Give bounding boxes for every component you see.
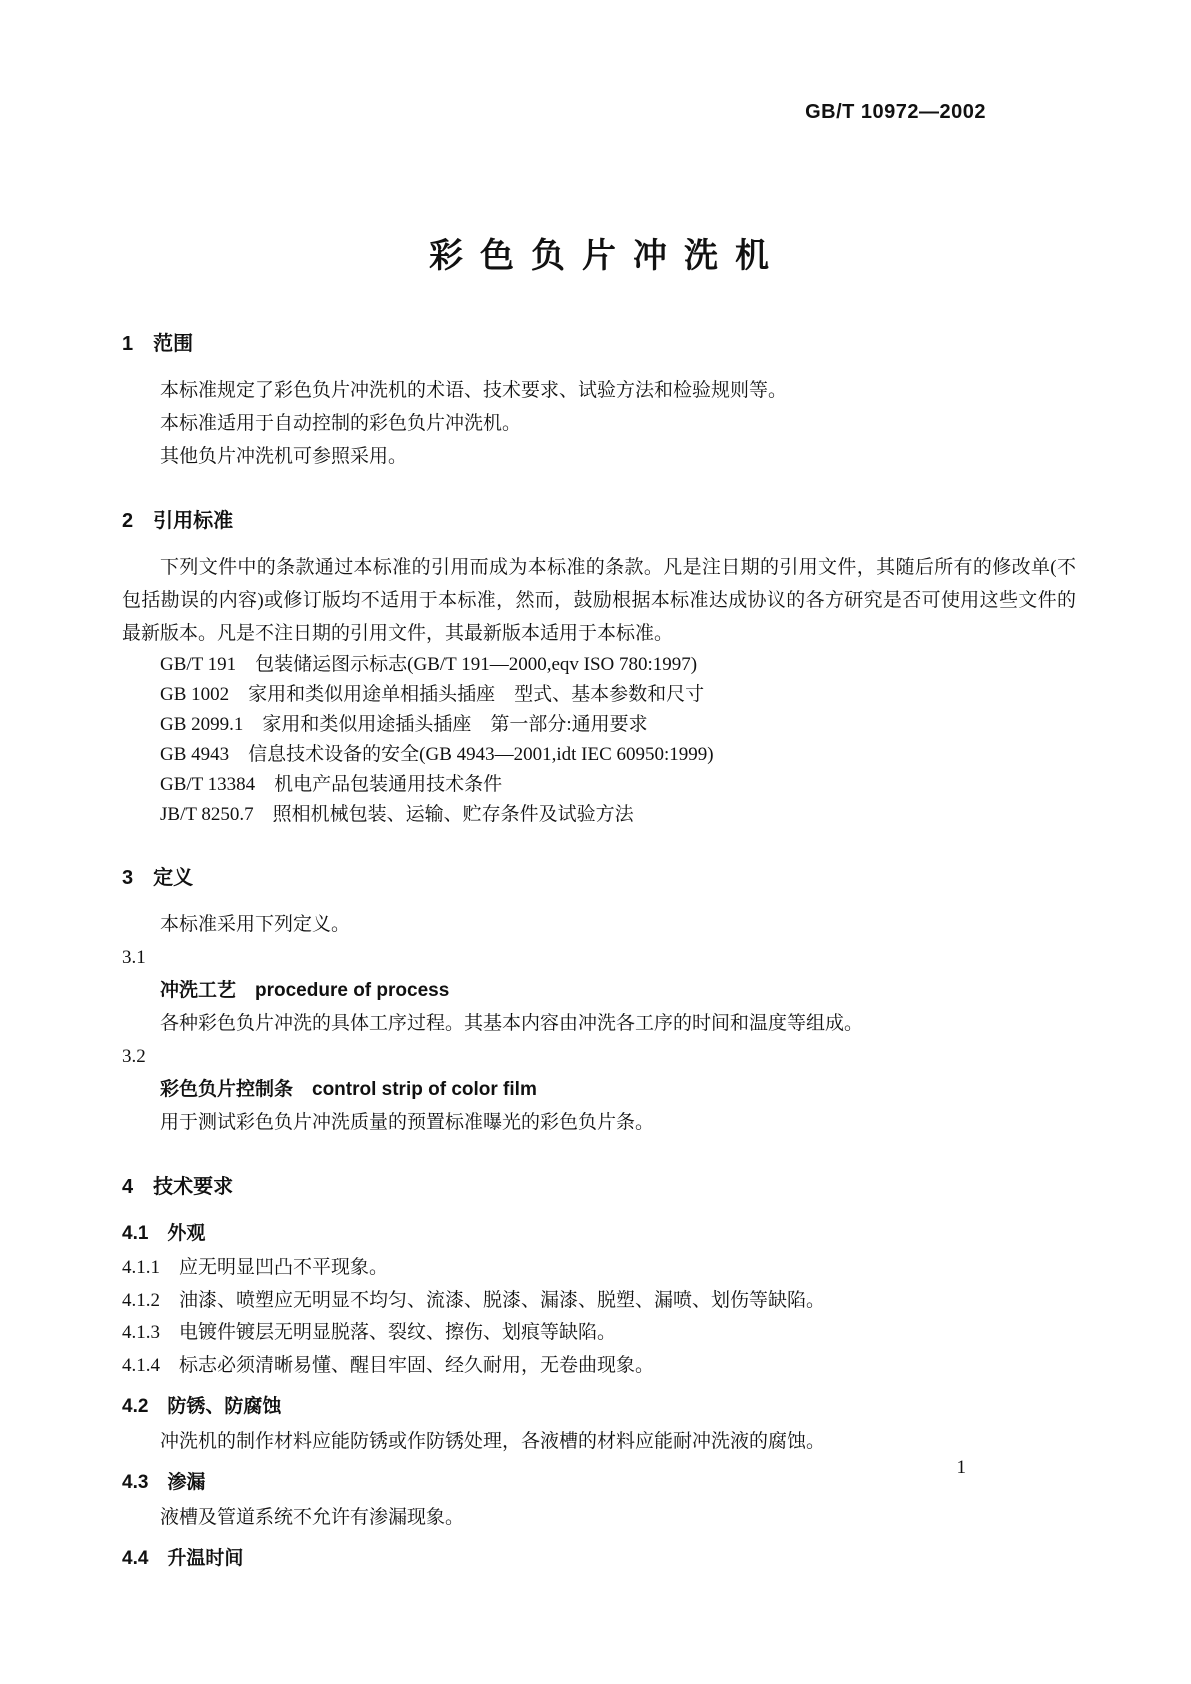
block-clause: 4.1.1 应无明显凹凸不平现象。 <box>122 1257 389 1278</box>
block-term: 彩色负片控制条 control strip of color film <box>160 1079 537 1100</box>
block-clause: 4.1.3 电镀件镀层无明显脱落、裂纹、擦伤、划痕等缺陷。 <box>122 1322 617 1343</box>
block-h1: 3 定义 <box>122 867 194 889</box>
block-p: 冲洗机的制作材料应能防锈或作防锈处理，各液槽的材料应能耐冲洗液的腐蚀。 <box>160 1431 826 1452</box>
block-p: 各种彩色负片冲洗的具体工序过程。其基本内容由冲洗各工序的时间和温度等组成。 <box>160 1013 864 1034</box>
block-h1: 1 范围 <box>122 333 194 355</box>
block-p: 本标准适用于自动控制的彩色负片冲洗机。 <box>160 413 522 434</box>
block-ref: GB 2099.1 家用和类似用途插头插座 第一部分:通用要求 <box>160 714 648 735</box>
block-p: 用于测试彩色负片冲洗质量的预置标准曝光的彩色负片条。 <box>160 1112 655 1133</box>
page-number: 1 <box>956 1457 966 1478</box>
block-pj: 下列文件中的条款通过本标准的引用而成为本标准的条款。凡是注日期的引用文件，其随后所有的修改单(不包括勘误的内容)或修订版均不适用于本标准，然而，鼓励根据本标准达成协议的各方研究是否可使用这些文件的最新版本。凡是不注日期的引用文件，其最新版本适用于本标准。 <box>122 557 1076 644</box>
block-p: 液槽及管道系统不允许有渗漏现象。 <box>160 1507 465 1528</box>
block-ref: GB/T 13384 机电产品包装通用技术条件 <box>160 774 503 795</box>
block-h2: 4.2 防锈、防腐蚀 <box>122 1396 282 1417</box>
block-ref: GB 1002 家用和类似用途单相插头插座 型式、基本参数和尺寸 <box>160 684 705 705</box>
block-clause: 4.1.4 标志必须清晰易懂、醒目牢固、经久耐用，无卷曲现象。 <box>122 1354 655 1376</box>
block-p: 本标准采用下列定义。 <box>160 914 351 935</box>
block-term: 冲洗工艺 procedure of process <box>160 980 450 1001</box>
document-body <box>122 330 1076 1575</box>
block-h1: 2 引用标准 <box>122 510 234 532</box>
block-clause: 4.1.2 油漆、喷塑应无明显不均匀、流漆、脱漆、漏漆、脱塑、漏喷、划伤等缺陷。 <box>122 1289 826 1311</box>
block-ref: GB/T 191 包装储运图示标志(GB/T 191—2000,eqv ISO 780:1997) <box>160 654 698 675</box>
block-num: 3.2 <box>122 1046 146 1067</box>
block-p: 其他负片冲洗机可参照采用。 <box>160 446 408 467</box>
block-ref: JB/T 8250.7 照相机械包装、运输、贮存条件及试验方法 <box>160 804 634 825</box>
block-h2: 4.3 渗漏 <box>122 1472 206 1493</box>
block-h2: 4.4 升温时间 <box>122 1548 244 1569</box>
standard-number: GB/T 10972—2002 <box>805 101 986 123</box>
block-p: 本标准规定了彩色负片冲洗机的术语、技术要求、试验方法和检验规则等。 <box>160 380 788 401</box>
document-title: 彩色负片冲洗机 <box>429 237 786 275</box>
block-h2: 4.1 外观 <box>122 1223 206 1244</box>
block-num: 3.1 <box>122 947 146 968</box>
block-ref: GB 4943 信息技术设备的安全(GB 4943—2001,idt IEC 60950:1999) <box>160 744 714 765</box>
block-h1: 4 技术要求 <box>122 1176 234 1198</box>
